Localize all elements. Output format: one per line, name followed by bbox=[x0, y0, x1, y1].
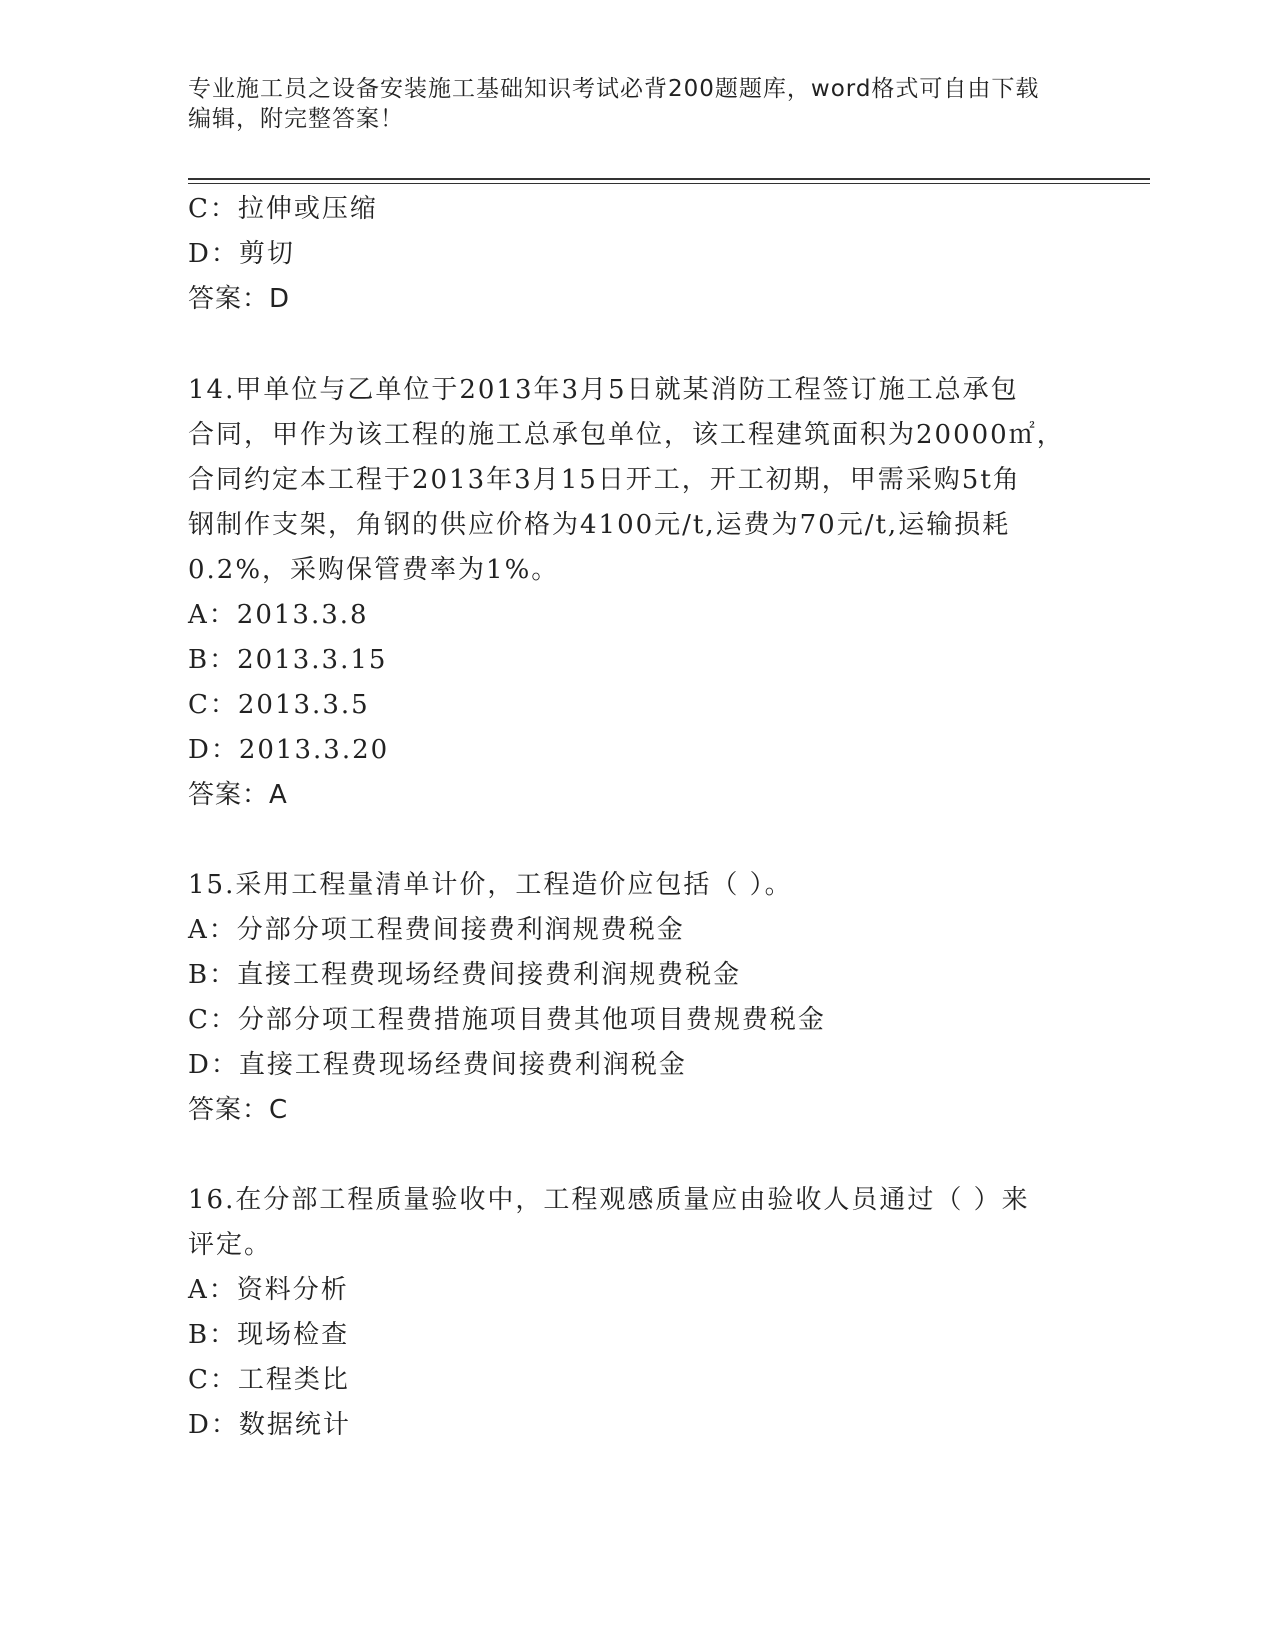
q15-answer: 答案：C bbox=[188, 1095, 289, 1125]
q16-option-b: B：现场检查 bbox=[188, 1320, 350, 1350]
q14-option-d: D：2013.3.20 bbox=[188, 735, 390, 765]
q14-stem-line-2: 合同，甲作为该工程的施工总承包单位，该工程建筑面积为20000㎡， bbox=[188, 420, 1065, 450]
q14-stem-line-1: 14.甲单位与乙单位于2013年3月5日就某消防工程签订施工总承包 bbox=[188, 375, 1019, 405]
q15-option-d: D：直接工程费现场经费间接费利润税金 bbox=[188, 1050, 687, 1080]
q14-option-c: C：2013.3.5 bbox=[188, 690, 370, 720]
q15-option-a: A：分部分项工程费间接费利润规费税金 bbox=[188, 915, 685, 945]
q13-option-c: C：拉伸或压缩 bbox=[188, 194, 378, 224]
document-header bbox=[188, 74, 1088, 134]
header-divider bbox=[188, 178, 1150, 184]
header-line-1: 专业施工员之设备安装施工基础知识考试必背200题题库，word格式可自由下载 bbox=[188, 76, 1040, 102]
q13-answer: 答案：D bbox=[188, 284, 291, 314]
q14-stem-line-4: 钢制作支架，角钢的供应价格为4100元/t,运费为70元/t,运输损耗 bbox=[188, 510, 1011, 540]
q16-option-d: D：数据统计 bbox=[188, 1410, 351, 1440]
q15-option-c: C：分部分项工程费措施项目费其他项目费规费税金 bbox=[188, 1005, 826, 1035]
q13-option-d: D：剪切 bbox=[188, 239, 295, 269]
q16-stem-line-1: 16.在分部工程质量验收中，工程观感质量应由验收人员通过（ ）来 bbox=[188, 1185, 1030, 1215]
q15-stem: 15.采用工程量清单计价，工程造价应包括（ ）。 bbox=[188, 870, 793, 900]
q14-answer: 答案：A bbox=[188, 780, 288, 810]
q14-stem-line-5: 0.2%，采购保管费率为1%。 bbox=[188, 555, 560, 585]
q16-stem-line-2: 评定。 bbox=[188, 1230, 273, 1260]
q15-option-b: B：直接工程费现场经费间接费利润规费税金 bbox=[188, 960, 742, 990]
q14-stem-line-3: 合同约定本工程于2013年3月15日开工，开工初期，甲需采购5t角 bbox=[188, 465, 1021, 495]
q14-option-a: A：2013.3.8 bbox=[188, 600, 369, 630]
q16-option-a: A：资料分析 bbox=[188, 1275, 349, 1305]
header-line-2: 编辑，附完整答案！ bbox=[188, 106, 404, 132]
q16-option-c: C：工程类比 bbox=[188, 1365, 350, 1395]
q14-option-b: B：2013.3.15 bbox=[188, 645, 388, 675]
